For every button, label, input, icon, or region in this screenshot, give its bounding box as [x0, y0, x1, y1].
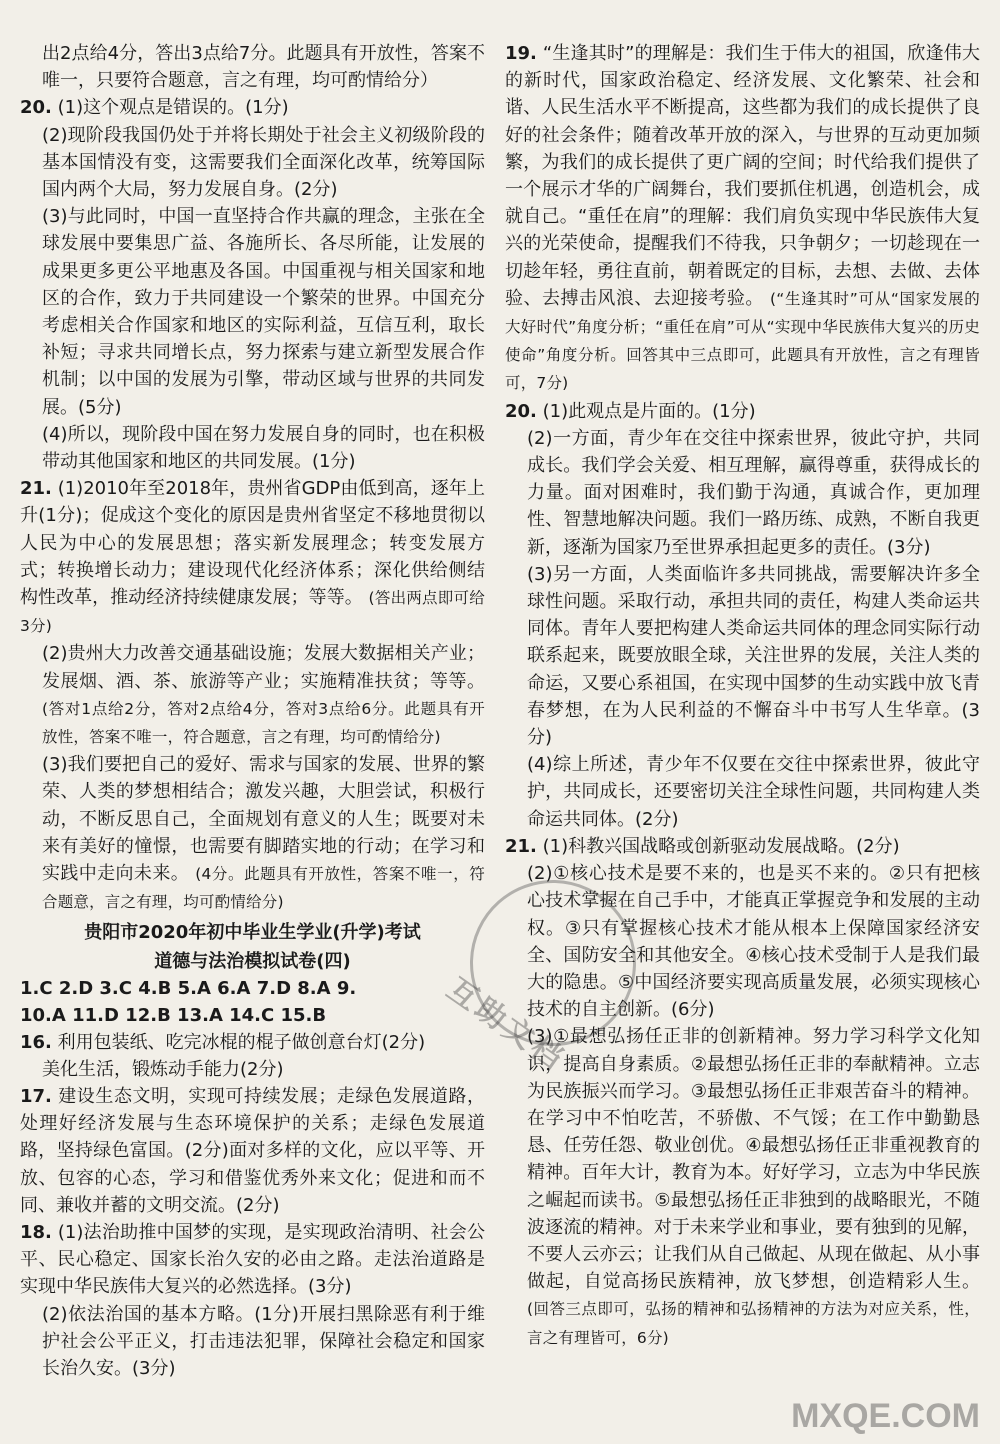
question-21 — [20, 475, 485, 916]
question-number: 16. — [20, 1031, 52, 1053]
q17-part1: 建设生态文明，实现可持续发展；走绿色发展道路，处理好经济发展与生态环境保护的关系；走绿色发展道路，坚持绿色富国。(2分)面对多样的文化，应以平等、开放、包容的心态，学习和借鉴优秀外来文化；促进和而不同、兼收并蓄的文明交流。(2分) — [20, 1085, 485, 1216]
q18-part2: (2)依法治国的基本方略。(1分)开展扫黑除恶有利于维护社会公平正义，打击违法犯罪，保障社会稳定和国家长治久安。(3分) — [42, 1303, 485, 1379]
question-17 — [20, 1083, 485, 1219]
q20-part4: (4)所以，现阶段中国在努力发展自身的同时，也在积极带动其他国家和地区的共同发展。(1分) — [42, 423, 485, 473]
q20r-part3: (3)另一方面，人类面临许多共同挑战，需要解决许多全球性问题。采取行动，承担共同的责任，构建人类命运共同体。青年人要把构建人类命运共同体的理念同实际行动联系起来，既要放眼全球，关注世界的发展，关注人类的命运，又要心系祖国，在实现中国梦的生动实践中放飞青春梦想，在为人民利益的不懈奋斗中书写人生华章。(3分) — [527, 563, 980, 749]
q21-part3 — [20, 751, 485, 916]
q21-part2-note: (答对1点给2分，答对2点给4分，答对3点给6分。此题具有开放性，答案不唯一，符合题意，言之有理，均可酌情给分) — [42, 699, 485, 747]
q21r-part3-text: (3)①最想弘扬任正非的创新精神。努力学习科学文化知识，提高自身素质。②最想弘扬任正非的奉献精神。立志为民族振兴而学习。③最想弘扬任正非艰苦奋斗的精神。在学习中不怕吃苦，不骄傲、不气馁；在工作中勤勤恳恳、任劳任怨、敬业创优。④最想弘扬任正非重视教育的精神。百年大计，教育为本。好好学习，立志为中华民族之崛起而读书。⑤最想弘扬任正非独到的战略眼光，不随波逐流的精神。对于未来学业和事业，要有独到的见解，不要人云亦云；让我们从自己做起、从现在做起、从小事做起，自觉高扬民族精神，放飞梦想，创造精彩人生。 — [527, 1026, 980, 1293]
q21r-part3 — [505, 1023, 980, 1351]
watermark-logo: MXQE.COM — [791, 1397, 980, 1435]
answer-key-row1: 1.C 2.D 3.C 4.B 5.A 6.A 7.D 8.A 9. — [20, 977, 357, 999]
question-18 — [20, 1219, 485, 1382]
q21r-part1: (1)科教兴国战略或创新驱动发展战略。(2分) — [542, 835, 900, 857]
q20r-part4: (4)综上所述，青少年不仅要在交往中探索世界，彼此守护，共同成长，还要密切关注全球性问题，共同构建人类命运共同体。(2分) — [527, 754, 980, 830]
q20r-part1: (1)此观点是片面的。(1分) — [542, 400, 756, 422]
q19-continuation: 出2点给4分，答出3点给7分。此题具有开放性，答案不唯一，只要符合题意，言之有理，均可酌情给分） — [42, 43, 485, 92]
q21-part1-note: (答出两点即可给3分) — [20, 589, 485, 636]
question-20-right — [505, 398, 980, 833]
q20-part2: (2)现阶段我国仍处于并将长期处于社会主义初级阶段的基本国情没有变，这需要我们全面深化改革，统筹国际国内两个大局，努力发展自身。(2分) — [42, 124, 485, 201]
question-number: 18. — [20, 1221, 52, 1243]
exam-title-line1: 贵阳市2020年初中毕业生学业(升学)考试 — [84, 921, 421, 943]
q20r-part2: (2)一方面，青少年在交往中探索世界，彼此守护，共同成长。我们学会关爱、相互理解，赢得尊重，获得成长的力量。面对困难时，我们勤于沟通，真诚合作，更加理性、智慧地解决问题。我们一路历练、成熟，不断自我更新，逐渐为国家乃至世界承担起更多的责任。(3分) — [527, 427, 980, 558]
question-number: 21. — [505, 835, 537, 857]
question-16 — [20, 1029, 485, 1083]
question-19 — [505, 40, 980, 398]
q20-part1: (1)这个观点是错误的。(1分) — [57, 97, 289, 119]
q21-part3-text: (3)我们要把自己的爱好、需求与国家的发展、世界的繁荣、人类的梦想相结合；激发兴趣，大胆尝试，积极行动，不断反思自己，全面规划有意义的人生；既要对未来有美好的憧憬，也需要有脚踏实地的行动；在学习和实践中走向未来。 — [42, 754, 485, 885]
q16-part2: 美化生活，锻炼动手能力(2分) — [42, 1058, 284, 1080]
q16-part1: 利用包装纸、吃完冰棍的棍子做创意台灯(2分) — [57, 1031, 426, 1053]
question-21-right — [505, 833, 980, 1352]
question-number: 17. — [20, 1085, 52, 1107]
q20-part3: (3)与此同时，中国一直坚持合作共赢的理念，主张在全球发展中要集思广益、各施所长、各尽所能，让发展的成果更多更公平地惠及各国。中国重视与相关国家和地区的合作，致力于共同建设一个繁荣的世界。中国充分考虑相关合作国家和地区的实际利益，互信互利，取长补短；寻求共同增长点，努力探索与建立新型发展合作机制；以中国的发展为引擎，带动区域与世界的共同发展。(5分) — [42, 206, 485, 418]
q19-part1: “生逢其时”的理解是：我们生于伟大的祖国，欣逢伟大的新时代，国家政治稳定、经济发展、文化繁荣、社会和谐、人民生活水平不断提高，这些都为我们的成长提供了良好的社会条件；随着改革开放的深入，与世界的互动更加频繁，为我们的成长提供了更广阔的空间；时代给我们提供了一个展示才华的广阔舞台，我们要抓住机遇，创造机会，成就自己。“重任在肩”的理解：我们肩负实现中华民族伟大复兴的光荣使命，提醒我们不待我，只争朝夕；一切趁现在一切趁年轻，勇往直前，朝着既定的目标，去想、去做、去体验、去搏击风浪、去迎接考验。 — [505, 43, 980, 309]
q21r-part2: (2)①核心技术是要不来的，也是买不来的。②只有把核心技术掌握在自己手中，才能真正掌握竞争和发展的主动权。③只有掌握核心技术才能从根本上保障国家经济安全、国防安全和其他安全。④核心技术受制于人是我们最大的隐患。⑤中国经济要实现高质量发展，必须实现核心技术的自主创新。(6分) — [527, 863, 980, 1021]
q21-part2 — [20, 640, 485, 751]
answer-key-row2: 10.A 11.D 12.B 13.A 14.C 15.B — [20, 1004, 327, 1026]
left-column — [20, 40, 485, 1382]
question-20 — [20, 94, 485, 475]
exam-title-line2: 道德与法治模拟试卷(四) — [154, 950, 351, 972]
right-column — [505, 40, 980, 1352]
question-number: 20. — [20, 97, 52, 119]
question-number: 19. — [505, 43, 537, 64]
question-number: 21. — [20, 478, 52, 500]
q19-note: (“生逢其时”可从“国家发展的大好时代”角度分析；“重任在肩”可从“实现中华民族伟大复兴的历史使命”角度分析。回答其中三点即可，此题具有开放性，言之有理皆可，7分) — [505, 289, 980, 393]
q21-part2-text: (2)贵州大力改善交通基础设施；发展大数据相关产业；发展烟、酒、茶、旅游等产业；实施精准扶贫；等等。 — [42, 643, 485, 692]
question-number: 20. — [505, 400, 537, 422]
q18-part1: (1)法治助推中国梦的实现，是实现政治清明、社会公平、民心稳定、国家长治久安的必由之路。走法治道路是实现中华民族伟大复兴的必然选择。(3分) — [20, 1221, 485, 1298]
q21-part3-note: (4分。此题具有开放性，答案不唯一，符合题意，言之有理，均可酌情给分) — [42, 865, 485, 912]
stamp-text: 互助文档 — [440, 971, 572, 1079]
q21-part1: (1)2010年至2018年，贵州省GDP由低到高，逐年上升(1分)；促成这个变化的原因是贵州省坚定不移地贯彻以人民为中心的发展思想；落实新发展理念；转变发展方式；转换增长动力；建设现代化经济体系；深化供给侧结构性改革，推动经济持续健康发展；等等。 — [20, 478, 485, 609]
q21r-part3-note: (回答三点即可，弘扬的精神和弘扬精神的方法为对应关系，性，言之有理皆可，6分) — [527, 1300, 980, 1347]
